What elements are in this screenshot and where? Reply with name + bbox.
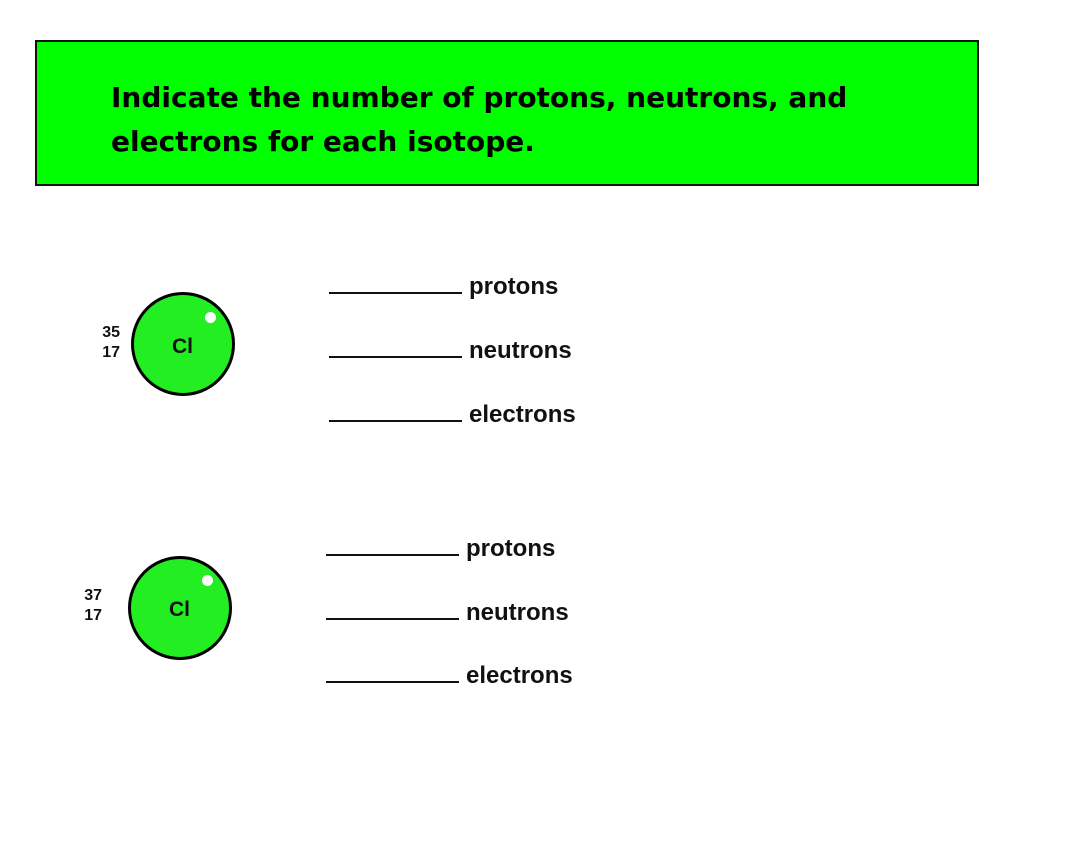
isotope-1-notation	[90, 323, 120, 363]
isotope-1-symbol: Cl	[172, 335, 193, 358]
isotope-1-neutrons-line	[329, 332, 572, 365]
isotope-2-neutrons-label: neutrons	[466, 599, 569, 626]
isotope-2-electrons-blank[interactable]	[326, 657, 459, 683]
isotope-2-atomic-number: 17	[84, 607, 102, 624]
isotope-2-neutrons-line	[326, 594, 569, 627]
isotope-1-atomic-number: 17	[102, 344, 120, 361]
isotope-2-highlight-dot	[202, 575, 213, 586]
isotope-2-protons-blank[interactable]	[326, 530, 459, 556]
isotope-1-protons-label: protons	[469, 273, 559, 300]
isotope-1-protons-blank[interactable]	[329, 268, 462, 294]
isotope-1-electrons-line	[329, 396, 576, 429]
isotope-2-mass-number: 37	[84, 587, 102, 604]
isotope-1-protons-line	[329, 268, 558, 301]
isotope-1-electrons-blank[interactable]	[329, 396, 462, 422]
isotope-1-electrons-label: electrons	[469, 401, 576, 428]
instruction-text	[111, 76, 931, 164]
isotope-1-mass-number: 35	[102, 324, 120, 341]
isotope-2-protons-label: protons	[466, 535, 556, 562]
instruction-line-2: electrons for each isotope.	[111, 125, 535, 158]
isotope-2-symbol: Cl	[169, 598, 190, 621]
isotope-2-atom	[128, 556, 232, 660]
isotope-2-notation	[72, 586, 102, 626]
instruction-line-1: Indicate the number of protons, neutrons, and	[111, 81, 848, 114]
isotope-1-highlight-dot	[205, 312, 216, 323]
isotope-1-atom	[131, 292, 235, 396]
isotope-2-electrons-label: electrons	[466, 662, 573, 689]
instruction-banner	[35, 40, 979, 186]
isotope-1-neutrons-label: neutrons	[469, 337, 572, 364]
isotope-2-electrons-line	[326, 657, 573, 690]
isotope-2-neutrons-blank[interactable]	[326, 594, 459, 620]
isotope-2-protons-line	[326, 530, 555, 563]
isotope-1-neutrons-blank[interactable]	[329, 332, 462, 358]
